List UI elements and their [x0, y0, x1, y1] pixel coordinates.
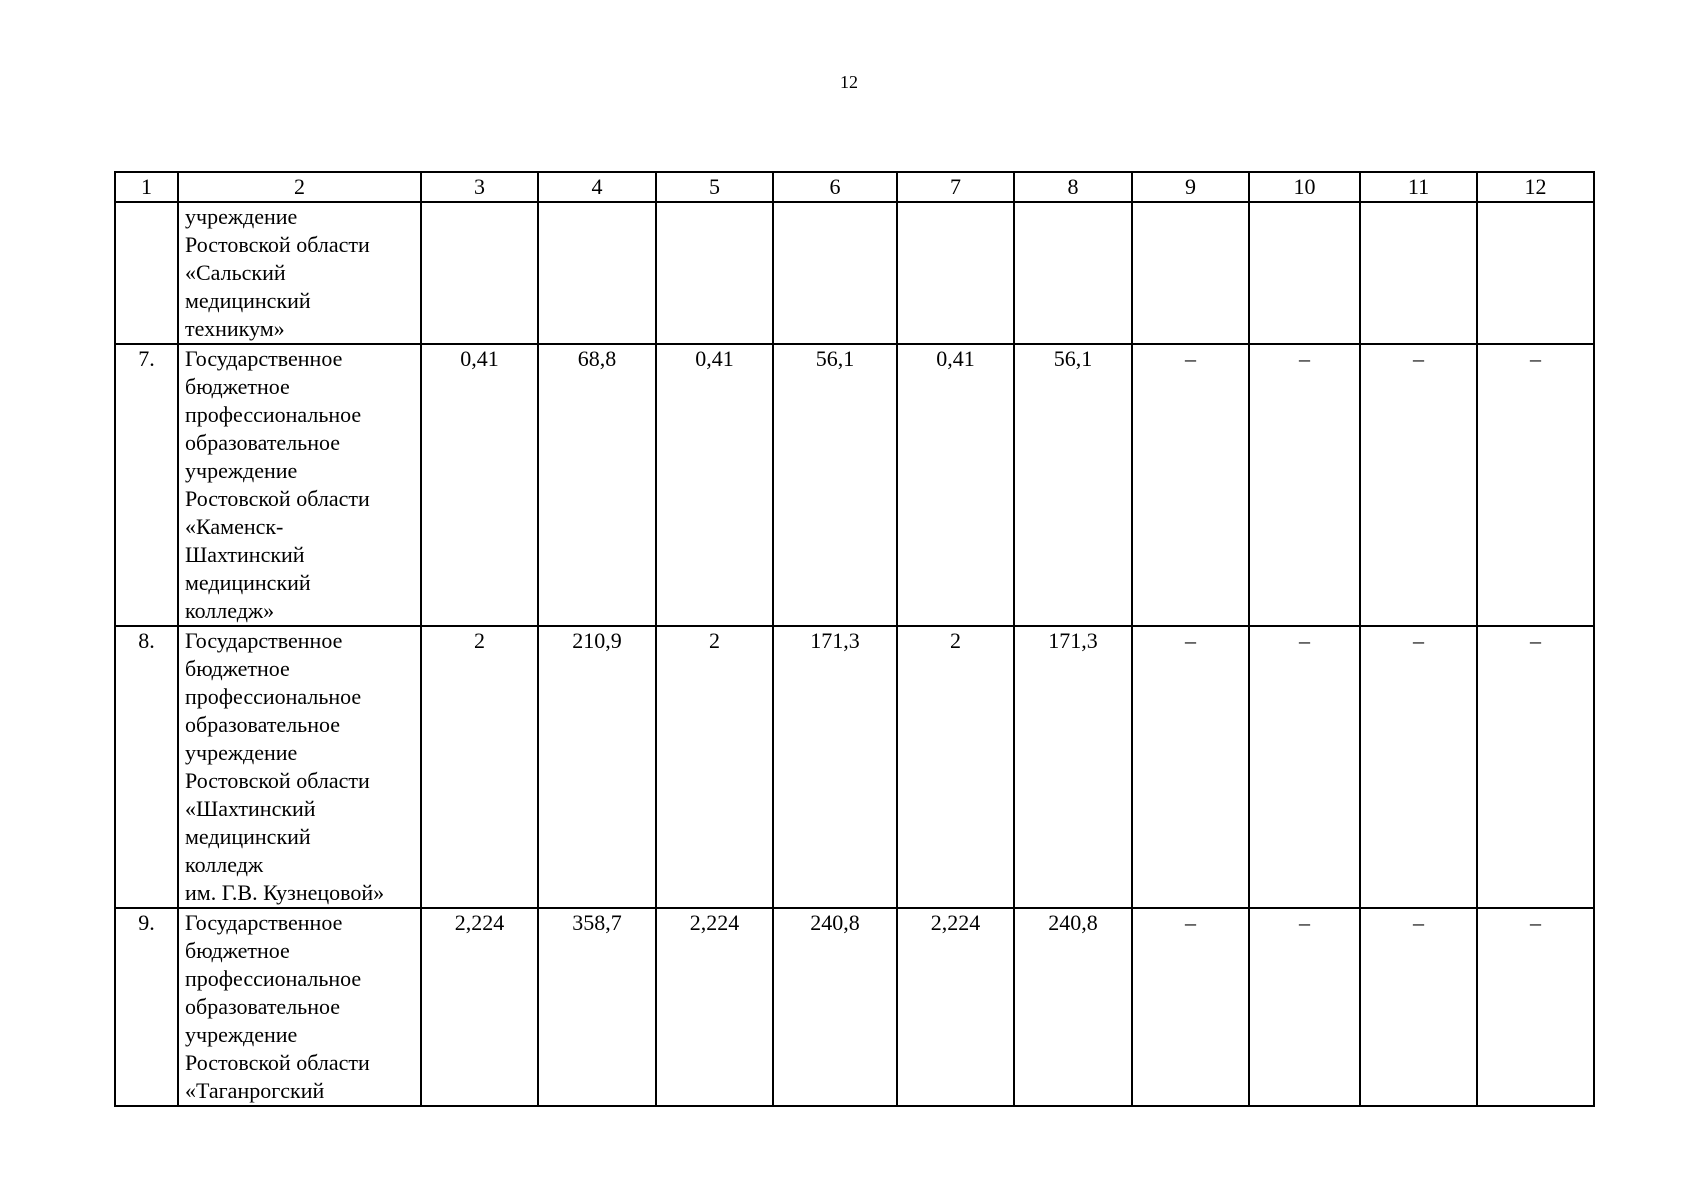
column-number: 9: [1132, 172, 1249, 202]
institution-name-line: бюджетное: [185, 374, 290, 399]
institution-name: [178, 626, 421, 908]
institution-name-line: учреждение: [185, 1022, 298, 1047]
value-cell: –: [1249, 908, 1360, 1106]
value-cell: –: [1249, 626, 1360, 908]
value-cell: 0,41: [897, 344, 1014, 626]
value-cell: 0,41: [656, 344, 773, 626]
value-cell: 171,3: [773, 626, 897, 908]
value-cell: –: [1360, 344, 1477, 626]
value-cell: –: [1249, 344, 1360, 626]
institution-name-line: профессиональное: [185, 684, 362, 709]
institution-name-line: образовательное: [185, 712, 341, 737]
institution-name-line: Ростовской области: [185, 1050, 370, 1075]
institution-name-line: бюджетное: [185, 938, 290, 963]
institution-name-line: «Сальский: [185, 260, 286, 285]
institution-name-line: Ростовской области: [185, 232, 370, 257]
value-cell: 68,8: [538, 344, 656, 626]
column-number: 4: [538, 172, 656, 202]
value-cell: [897, 202, 1014, 344]
table-row: [115, 202, 1594, 344]
institution-name-line: профессиональное: [185, 966, 362, 991]
institution-name-line: профессиональное: [185, 402, 362, 427]
value-cell: 56,1: [773, 344, 897, 626]
value-cell: 2,224: [656, 908, 773, 1106]
value-cell: –: [1477, 626, 1594, 908]
column-number: 5: [656, 172, 773, 202]
value-cell: –: [1132, 344, 1249, 626]
institution-name-line: учреждение: [185, 458, 298, 483]
institution-name-line: техникум»: [185, 316, 285, 341]
institution-name-line: учреждение: [185, 740, 298, 765]
column-number: 10: [1249, 172, 1360, 202]
value-cell: 171,3: [1014, 626, 1132, 908]
institution-name: [178, 908, 421, 1106]
institution-name-line: Ростовской области: [185, 486, 370, 511]
column-number: 6: [773, 172, 897, 202]
value-cell: –: [1477, 908, 1594, 1106]
institution-name-line: «Каменск-: [185, 514, 284, 539]
value-cell: 2: [897, 626, 1014, 908]
value-cell: –: [1132, 626, 1249, 908]
institution-name: [178, 202, 421, 344]
institution-name-line: медицинский: [185, 570, 311, 595]
column-number: 1: [115, 172, 178, 202]
column-number: 8: [1014, 172, 1132, 202]
value-cell: 358,7: [538, 908, 656, 1106]
value-cell: 2: [421, 626, 538, 908]
value-cell: [1477, 202, 1594, 344]
institution-name-line: Государственное: [185, 346, 343, 371]
institution-name-line: «Таганрогский: [185, 1078, 325, 1103]
value-cell: [1360, 202, 1477, 344]
value-cell: [656, 202, 773, 344]
value-cell: –: [1360, 908, 1477, 1106]
column-number: 11: [1360, 172, 1477, 202]
column-number: 12: [1477, 172, 1594, 202]
institution-name-line: Государственное: [185, 910, 343, 935]
institution-name: [178, 344, 421, 626]
value-cell: 240,8: [1014, 908, 1132, 1106]
table-row: [115, 908, 1594, 1106]
row-number: 8.: [115, 626, 178, 908]
column-number: 2: [178, 172, 421, 202]
institution-name-line: им. Г.В. Кузнецовой»: [185, 880, 385, 905]
column-number: 3: [421, 172, 538, 202]
table-header-row: [115, 172, 1594, 202]
institution-name-line: Ростовской области: [185, 768, 370, 793]
value-cell: [1249, 202, 1360, 344]
institution-name-line: медицинский: [185, 288, 311, 313]
value-cell: [773, 202, 897, 344]
value-cell: [421, 202, 538, 344]
value-cell: 0,41: [421, 344, 538, 626]
institution-name-line: колледж»: [185, 598, 275, 623]
value-cell: 2,224: [421, 908, 538, 1106]
value-cell: [1132, 202, 1249, 344]
value-cell: 210,9: [538, 626, 656, 908]
value-cell: 2: [656, 626, 773, 908]
value-cell: 2,224: [897, 908, 1014, 1106]
institution-name-line: Шахтинский: [185, 542, 305, 567]
page-number: 12: [840, 72, 858, 92]
institution-name-line: Государственное: [185, 628, 343, 653]
institution-name-line: колледж: [185, 852, 264, 877]
institution-name-line: бюджетное: [185, 656, 290, 681]
table-row: [115, 626, 1594, 908]
institution-name-line: образовательное: [185, 430, 341, 455]
row-number: 9.: [115, 908, 178, 1106]
value-cell: [538, 202, 656, 344]
value-cell: [1014, 202, 1132, 344]
column-number: 7: [897, 172, 1014, 202]
institution-name-line: учреждение: [185, 204, 298, 229]
data-table: [114, 171, 1595, 1107]
row-number: [115, 202, 178, 344]
value-cell: –: [1132, 908, 1249, 1106]
institution-name-line: образовательное: [185, 994, 341, 1019]
value-cell: 240,8: [773, 908, 897, 1106]
value-cell: –: [1360, 626, 1477, 908]
row-number: 7.: [115, 344, 178, 626]
institution-name-line: «Шахтинский: [185, 796, 316, 821]
institution-name-line: медицинский: [185, 824, 311, 849]
value-cell: 56,1: [1014, 344, 1132, 626]
value-cell: –: [1477, 344, 1594, 626]
table-row: [115, 344, 1594, 626]
